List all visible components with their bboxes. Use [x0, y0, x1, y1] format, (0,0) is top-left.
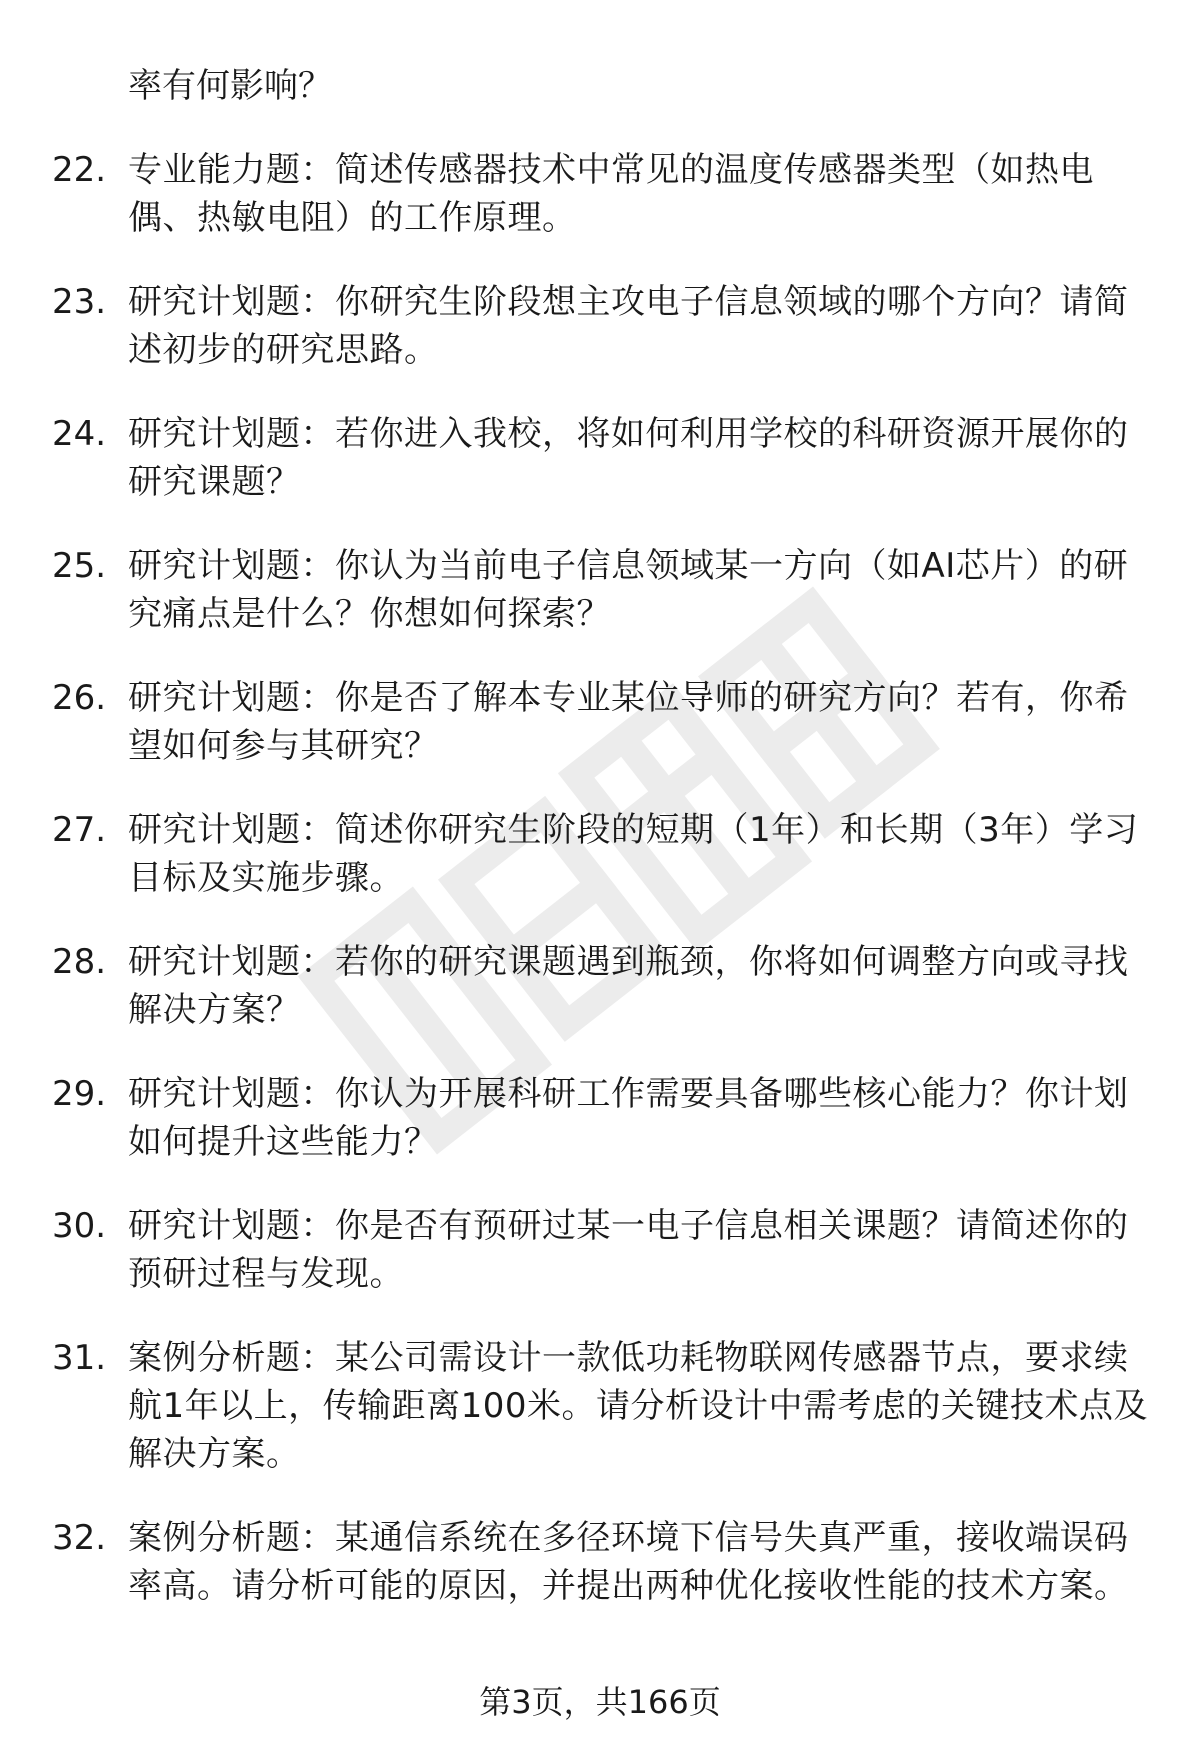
question-list — [0, 146, 1200, 1646]
continued-question-text: 率有何影响？ — [128, 66, 332, 106]
question-text: 案例分析题：某公司需设计一款低功耗物联网传感器节点，要求续航1年以上，传输距离100米。请分析设计中需考虑的关键技术点及解决方案。 — [128, 1338, 1149, 1474]
question-number: 30. — [52, 1206, 107, 1246]
question-text: 研究计划题：你研究生阶段想主攻电子信息领域的哪个方向？请简述初步的研究思路。 — [128, 282, 1129, 370]
list-item — [0, 938, 1200, 1034]
question-number: 29. — [52, 1074, 107, 1114]
page-number-footer: 第3页，共166页 — [479, 1683, 721, 1721]
question-number: 23. — [52, 282, 107, 322]
question-text: 研究计划题：简述你研究生阶段的短期（1年）和长期（3年）学习目标及实施步骤。 — [128, 810, 1139, 898]
list-item — [0, 1514, 1200, 1610]
question-text: 专业能力题：简述传感器技术中常见的温度传感器类型（如热电偶、热敏电阻）的工作原理。 — [128, 150, 1094, 238]
list-item — [0, 542, 1200, 638]
question-text: 研究计划题：你认为开展科研工作需要具备哪些核心能力？你计划如何提升这些能力？ — [128, 1074, 1129, 1162]
question-number: 22. — [52, 150, 107, 190]
question-text: 研究计划题：你是否有预研过某一电子信息相关课题？请简述你的预研过程与发现。 — [128, 1206, 1129, 1294]
list-item — [0, 674, 1200, 770]
question-text: 研究计划题：你认为当前电子信息领域某一方向（如AI芯片）的研究痛点是什么？你想如何探索？ — [128, 546, 1129, 634]
list-item — [0, 410, 1200, 506]
question-number: 32. — [52, 1518, 107, 1558]
list-item — [0, 806, 1200, 902]
question-number: 24. — [52, 414, 107, 454]
question-number: 31. — [52, 1338, 107, 1378]
list-item — [0, 146, 1200, 242]
question-text: 案例分析题：某通信系统在多径环境下信号失真严重，接收端误码率高。请分析可能的原因，并提出两种优化接收性能的技术方案。 — [128, 1518, 1129, 1606]
question-text: 研究计划题：若你进入我校，将如何利用学校的科研资源开展你的研究课题？ — [128, 414, 1129, 502]
list-item — [0, 1202, 1200, 1298]
list-item — [0, 1334, 1200, 1478]
question-text: 研究计划题：你是否了解本专业某位导师的研究方向？若有，你希望如何参与其研究？ — [128, 678, 1129, 766]
list-item — [0, 1070, 1200, 1166]
question-number: 25. — [52, 546, 107, 586]
list-item — [0, 278, 1200, 374]
question-number: 26. — [52, 678, 107, 718]
question-number: 27. — [52, 810, 107, 850]
question-number: 28. — [52, 942, 107, 982]
question-text: 研究计划题：若你的研究课题遇到瓶颈，你将如何调整方向或寻找解决方案？ — [128, 942, 1129, 1030]
